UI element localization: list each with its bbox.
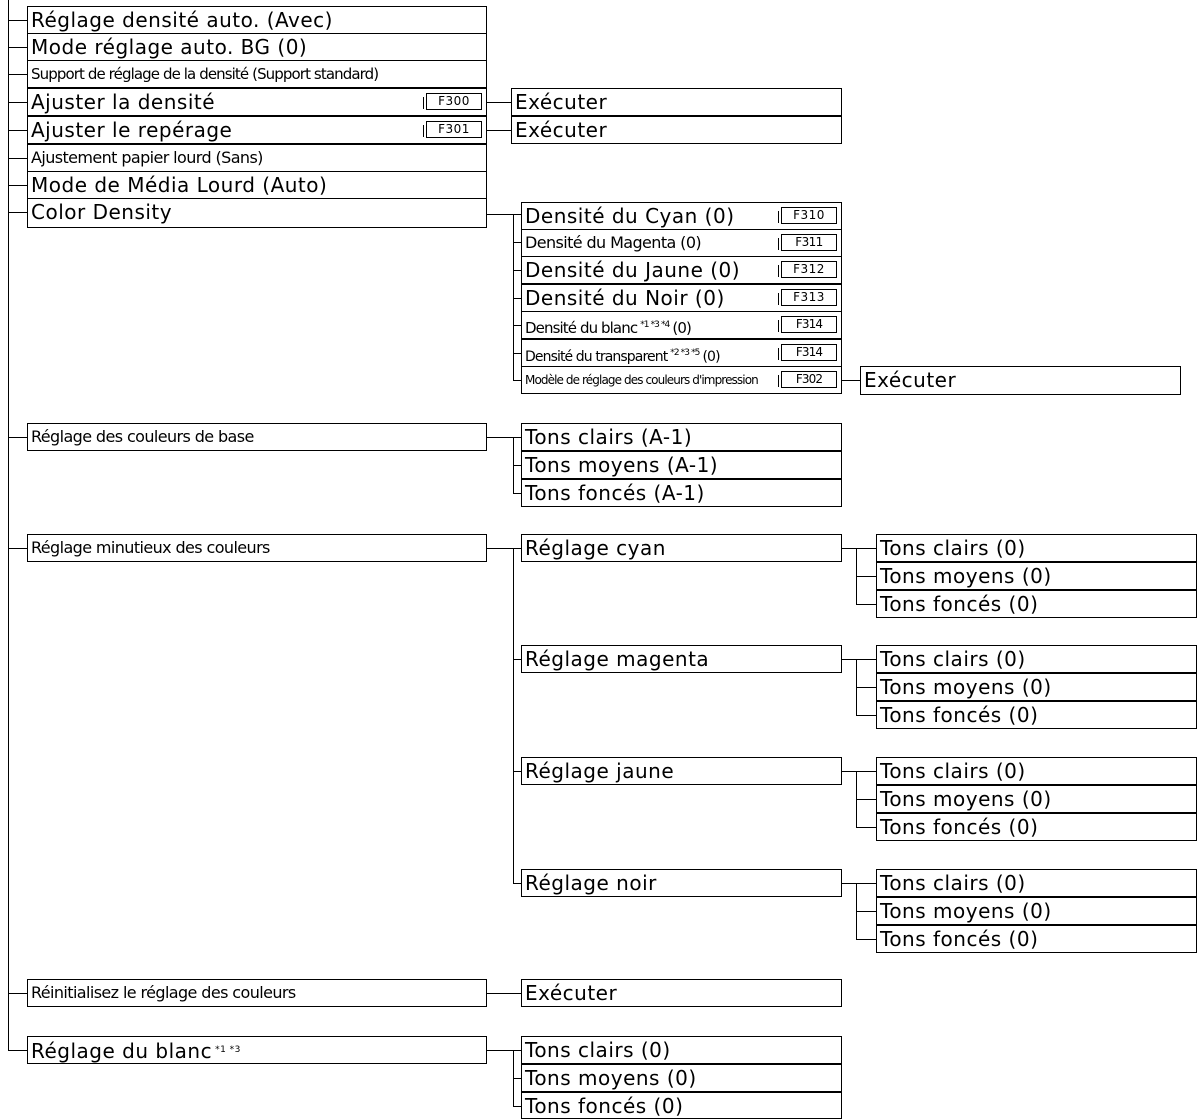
fine-cyan-item[interactable] <box>521 534 842 562</box>
jaune-tons-moyens-item[interactable] <box>876 785 1197 813</box>
branch <box>513 659 521 660</box>
branch <box>513 380 521 381</box>
function-code-badge: F300 <box>426 93 482 110</box>
menu-item-label: Réinitialisez le réglage des couleurs <box>31 983 296 1002</box>
print-color-pattern-item[interactable] <box>521 366 842 394</box>
density-magenta-label: Densité du Magenta (0) <box>525 233 702 252</box>
branch <box>513 883 521 884</box>
branch <box>856 715 876 716</box>
execute-label: Exécuter <box>864 368 957 392</box>
density-jaune-item[interactable] <box>521 256 842 284</box>
density-magenta-item[interactable] <box>521 229 842 257</box>
branch <box>8 548 27 549</box>
branch <box>8 130 27 131</box>
cyan-tons-moyens-item[interactable] <box>876 562 1197 590</box>
menu-item-reglage-blanc[interactable] <box>27 1036 487 1064</box>
fine-cyan-label: Réglage cyan <box>525 536 666 560</box>
menu-item-label: Ajuster la densité <box>31 90 216 114</box>
function-code-badge: F301 <box>426 121 482 138</box>
function-code-badge: F312 <box>781 261 837 278</box>
density-blanc-value: (0) <box>672 319 691 337</box>
print-color-pattern-label: Modèle de réglage des couleurs d'impression <box>525 373 758 387</box>
branch <box>856 771 876 772</box>
branch <box>842 548 856 549</box>
tons-clairs-label: Tons clairs (0) <box>880 647 1026 671</box>
tons-fonces-label: Tons foncés (0) <box>880 927 1039 951</box>
menu-item-label: Support de réglage de la densité (Support standard) <box>31 65 379 83</box>
execute-label: Exécuter <box>515 90 608 114</box>
branch <box>513 548 521 549</box>
density-noir-item[interactable] <box>521 284 842 312</box>
tons-fonces-label: Tons foncés (0) <box>880 703 1039 727</box>
fine-jaune-item[interactable] <box>521 757 842 785</box>
menu-item-label: Réglage du blanc <box>31 1039 213 1063</box>
branch <box>856 883 876 884</box>
jaune-tons-fonces-item[interactable] <box>876 813 1197 841</box>
tons-clairs-label: Tons clairs (0) <box>880 536 1026 560</box>
branch <box>8 212 27 213</box>
menu-item-reglage-couleurs-base[interactable] <box>27 423 487 451</box>
branch <box>513 437 521 438</box>
branch <box>513 1106 521 1107</box>
density-blanc-item[interactable] <box>521 311 842 339</box>
branch <box>8 20 27 21</box>
tons-fonces-label: Tons foncés (0) <box>880 592 1039 616</box>
branch <box>8 1050 27 1051</box>
menu-item-mode-reglage-auto-bg[interactable] <box>27 33 487 61</box>
function-code-badge: F314 <box>781 316 837 333</box>
branch <box>856 827 876 828</box>
branch <box>856 687 876 688</box>
branch <box>487 548 513 549</box>
branch <box>487 214 513 215</box>
branch <box>856 576 876 577</box>
branch <box>513 298 521 299</box>
branch <box>8 74 27 75</box>
branch <box>842 771 856 772</box>
base-tons-moyens-label: Tons moyens (A-1) <box>525 453 719 477</box>
fine-jaune-label: Réglage jaune <box>525 759 675 783</box>
cyan-tons-clairs-item[interactable] <box>876 534 1197 562</box>
branch <box>856 604 876 605</box>
function-code-badge: F310 <box>781 207 837 224</box>
density-cyan-label: Densité du Cyan (0) <box>525 204 735 228</box>
branch <box>8 158 27 159</box>
branch <box>513 465 521 466</box>
base-tons-clairs-label: Tons clairs (A-1) <box>525 425 693 449</box>
branch <box>856 799 876 800</box>
sub-connector <box>513 214 514 380</box>
branch <box>487 130 511 131</box>
fine-noir-item[interactable] <box>521 869 842 897</box>
density-transparent-value: (0) <box>702 349 720 365</box>
tons-moyens-label: Tons moyens (0) <box>525 1066 697 1090</box>
branch <box>842 380 860 381</box>
execute-ajuster-reperage-button[interactable] <box>511 116 842 144</box>
base-tons-moyens-item[interactable] <box>521 451 842 479</box>
branch <box>856 911 876 912</box>
magenta-tons-moyens-item[interactable] <box>876 673 1197 701</box>
magenta-tons-fonces-item[interactable] <box>876 701 1197 729</box>
branch <box>513 242 521 243</box>
footnote-marker: *1 *3 *4 <box>640 320 670 330</box>
menu-item-label: Ajustement papier lourd (Sans) <box>31 148 263 167</box>
tons-clairs-label: Tons clairs (0) <box>880 759 1026 783</box>
branch <box>513 1078 521 1079</box>
menu-item-color-density[interactable] <box>27 198 487 228</box>
footnote-marker: *2 *3 *5 <box>670 348 700 358</box>
branch <box>513 214 521 215</box>
tons-moyens-label: Tons moyens (0) <box>880 564 1052 588</box>
tons-fonces-label: Tons foncés (0) <box>525 1094 684 1118</box>
jaune-tons-clairs-item[interactable] <box>876 757 1197 785</box>
execute-reinitialisez-button[interactable] <box>521 979 842 1007</box>
menu-item-label: Color Density <box>31 200 173 224</box>
menu-item-ajuster-densite[interactable] <box>27 88 487 116</box>
menu-item-reglage-minutieux[interactable] <box>27 534 487 562</box>
branch <box>8 47 27 48</box>
branch <box>856 659 876 660</box>
execute-print-pattern-button[interactable] <box>860 366 1181 395</box>
root-connector-last <box>8 1007 9 1050</box>
branch <box>487 993 521 994</box>
tons-fonces-label: Tons foncés (0) <box>880 815 1039 839</box>
blanc-tons-fonces-item[interactable] <box>521 1092 842 1119</box>
menu-item-support-reglage-densite[interactable] <box>27 60 487 88</box>
branch <box>842 659 856 660</box>
execute-label: Exécuter <box>525 981 618 1005</box>
menu-item-label: Réglage des couleurs de base <box>31 427 254 446</box>
noir-tons-fonces-item[interactable] <box>876 925 1197 953</box>
base-tons-clairs-item[interactable] <box>521 423 842 451</box>
menu-item-ajustement-papier-lourd[interactable] <box>27 144 487 172</box>
density-cyan-item[interactable] <box>521 202 842 230</box>
density-jaune-label: Densité du Jaune (0) <box>525 258 741 282</box>
root-connector <box>8 0 9 990</box>
branch <box>8 102 27 103</box>
blanc-tons-clairs-item[interactable] <box>521 1036 842 1064</box>
tons-clairs-label: Tons clairs (0) <box>880 871 1026 895</box>
menu-item-label: Mode réglage auto. BG (0) <box>31 35 308 59</box>
menu-item-label: Réglage densité auto. (Avec) <box>31 8 333 32</box>
noir-tons-clairs-item[interactable] <box>876 869 1197 897</box>
branch <box>487 437 513 438</box>
branch <box>856 548 876 549</box>
branch <box>513 270 521 271</box>
function-code-badge: F314 <box>781 344 837 361</box>
function-code-badge: F311 <box>781 234 837 251</box>
menu-item-label: Mode de Média Lourd (Auto) <box>31 173 328 197</box>
tons-moyens-label: Tons moyens (0) <box>880 899 1052 923</box>
branch <box>513 325 521 326</box>
fine-magenta-label: Réglage magenta <box>525 647 710 671</box>
tons-moyens-label: Tons moyens (0) <box>880 787 1052 811</box>
fine-magenta-item[interactable] <box>521 645 842 673</box>
density-transparent-label: Densité du transparent <box>525 349 668 365</box>
branch <box>856 939 876 940</box>
noir-tons-moyens-item[interactable] <box>876 897 1197 925</box>
branch <box>513 1050 521 1051</box>
footnote-marker: *1 *3 <box>215 1045 241 1055</box>
cyan-tons-fonces-item[interactable] <box>876 590 1197 618</box>
branch <box>513 353 521 354</box>
branch <box>487 1050 513 1051</box>
branch <box>8 437 27 438</box>
function-code-badge: F302 <box>781 371 837 388</box>
menu-item-label: Ajuster le repérage <box>31 118 233 142</box>
branch <box>513 493 521 494</box>
branch <box>842 883 856 884</box>
density-blanc-label: Densité du blanc <box>525 319 638 337</box>
tons-clairs-label: Tons clairs (0) <box>525 1038 671 1062</box>
tons-moyens-label: Tons moyens (0) <box>880 675 1052 699</box>
blanc-tons-moyens-item[interactable] <box>521 1064 842 1092</box>
magenta-tons-clairs-item[interactable] <box>876 645 1197 673</box>
branch <box>8 185 27 186</box>
density-transparent-item[interactable] <box>521 339 842 367</box>
fine-noir-label: Réglage noir <box>525 871 657 895</box>
base-tons-fonces-item[interactable] <box>521 479 842 507</box>
function-code-badge: F313 <box>781 289 837 306</box>
density-noir-label: Densité du Noir (0) <box>525 286 725 310</box>
branch <box>513 771 521 772</box>
menu-item-mode-media-lourd[interactable] <box>27 171 487 199</box>
menu-item-ajuster-reperage[interactable] <box>27 116 487 144</box>
sub-connector <box>513 548 514 883</box>
menu-item-reinitialisez[interactable] <box>27 979 487 1007</box>
branch <box>8 993 27 994</box>
base-tons-fonces-label: Tons foncés (A-1) <box>525 481 705 505</box>
menu-item-label: Réglage minutieux des couleurs <box>31 538 270 557</box>
branch <box>487 102 511 103</box>
menu-item-reglage-densite-auto[interactable] <box>27 6 487 34</box>
execute-ajuster-densite-button[interactable] <box>511 88 842 116</box>
execute-label: Exécuter <box>515 118 608 142</box>
